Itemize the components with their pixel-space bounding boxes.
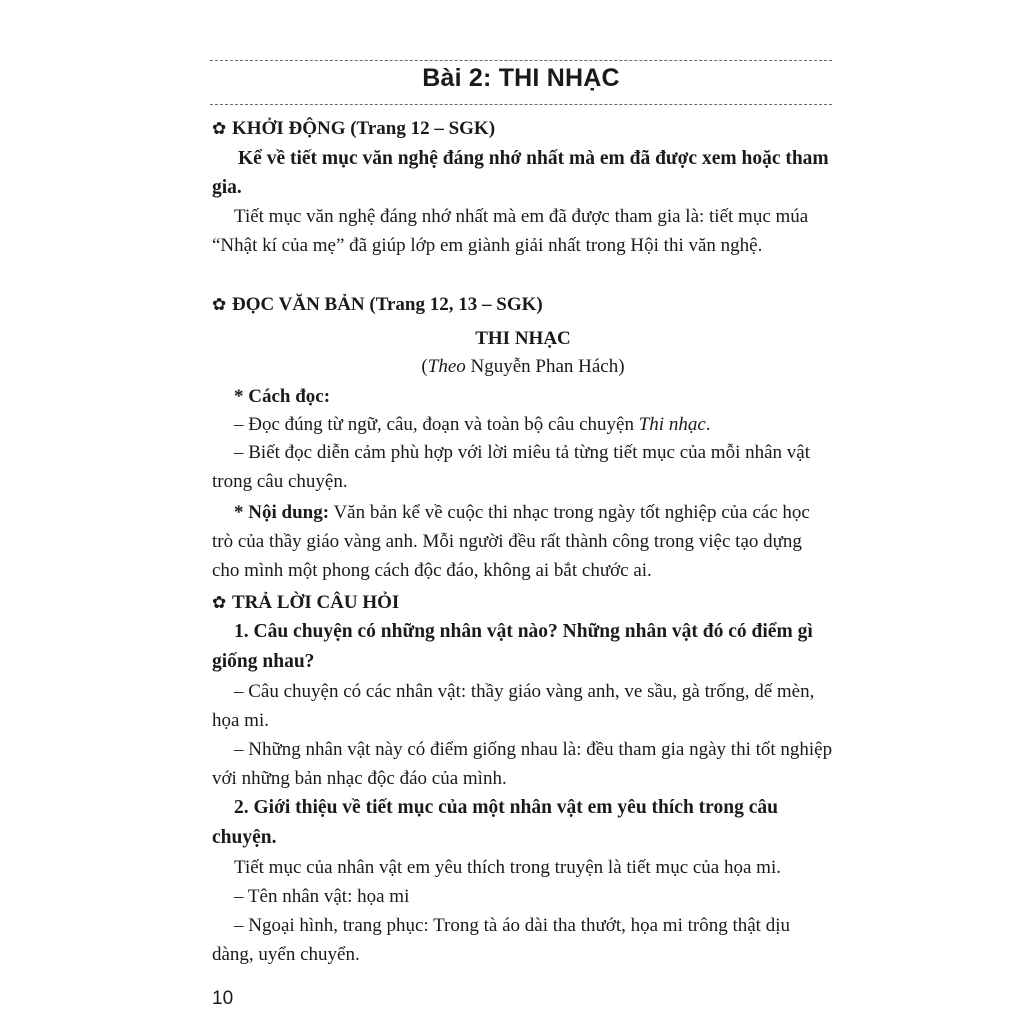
lesson-name: THI NHẠC [498,64,620,92]
top-dashed-rule [210,60,832,61]
question-1: 1. Câu chuyện có những nhân vật nào? Những nhân vật đó có điểm gì giống nhau? [212,621,813,672]
story-title: THI NHẠC [475,328,571,349]
story-author [212,352,834,381]
question-1-answer-2: – Những nhân vật này có điểm giống nhau là: đều tham gia ngày thi tốt nghiệp với những bản nhạc độc đáo của mình. [212,739,833,789]
question-2-answer-3: – Ngoại hình, trang phục: Trong tà áo dài tha thướt, họa mi trông thật dịu dàng, uyển chuyển. [212,915,790,965]
warmup-prompt: Kể về tiết mục văn nghệ đáng nhớ nhất mà em đã được xem hoặc tham gia. [212,148,829,198]
questions-heading [212,588,834,618]
warmup-answer: Tiết mục văn nghệ đáng nhớ nhất mà em đã được tham gia là: tiết mục múa “Nhật kí của mẹ” đã giúp lớp em giành giải nhất trong Hội thi văn nghệ. [212,206,809,256]
content-label: * Nội dung: [234,502,330,523]
page-number: 10 [212,988,234,1009]
reading-heading [212,290,834,320]
reading-title: ĐỌC VĂN BẢN (Trang 12, 13 – SGK) [232,294,543,315]
lesson-prefix: Bài 2: [422,64,499,92]
question-1-answer-1: – Câu chuyện có các nhân vật: thầy giáo vàng anh, ve sầu, gà trống, dế mèn, họa mi. [212,681,815,731]
lesson-title [210,64,832,93]
how-to-read-label: * Cách đọc: [234,386,331,407]
question-2: 2. Giới thiệu về tiết mục của một nhân vật em yêu thích trong câu chuyện. [212,797,778,848]
warmup-heading [212,114,834,144]
how-to-read-1-italic: Thi nhạc [638,414,706,435]
author-theo: Theo [427,356,466,377]
warmup-title: KHỞI ĐỘNG (Trang 12 – SGK) [232,118,496,139]
flower-bullet-icon: ✿ [212,119,227,139]
content-paragraph [212,498,834,585]
questions-title: TRẢ LỜI CÂU HỎI [232,592,400,613]
flower-bullet-icon: ✿ [212,295,227,315]
how-to-read-item-1 [212,410,834,439]
author-name: Nguyễn Phan Hách) [465,356,625,377]
how-to-read-1-suffix: . [705,414,711,435]
bottom-dashed-rule [210,104,832,105]
how-to-read-item-2: – Biết đọc diễn cảm phù hợp với lời miêu tả từng tiết mục của mỗi nhân vật trong câu chuyện. [212,442,811,492]
flower-bullet-icon: ✿ [212,593,227,613]
question-2-answer-2: – Tên nhân vật: họa mi [234,886,410,907]
question-2-answer-1: Tiết mục của nhân vật em yêu thích trong truyện là tiết mục của họa mi. [234,857,781,878]
author-open-paren: ( [421,356,428,377]
how-to-read-1-text: – Đọc đúng từ ngữ, câu, đoạn và toàn bộ câu chuyện [234,414,639,435]
content-text: Văn bản kể về cuộc thi nhạc trong ngày tốt nghiệp của các học trò của thầy giáo vàng anh. Mỗi người đều rất thành công trong việc tạo dựng cho mình một phong cách độc đáo, không ai bắt chước ai. [212,502,810,581]
